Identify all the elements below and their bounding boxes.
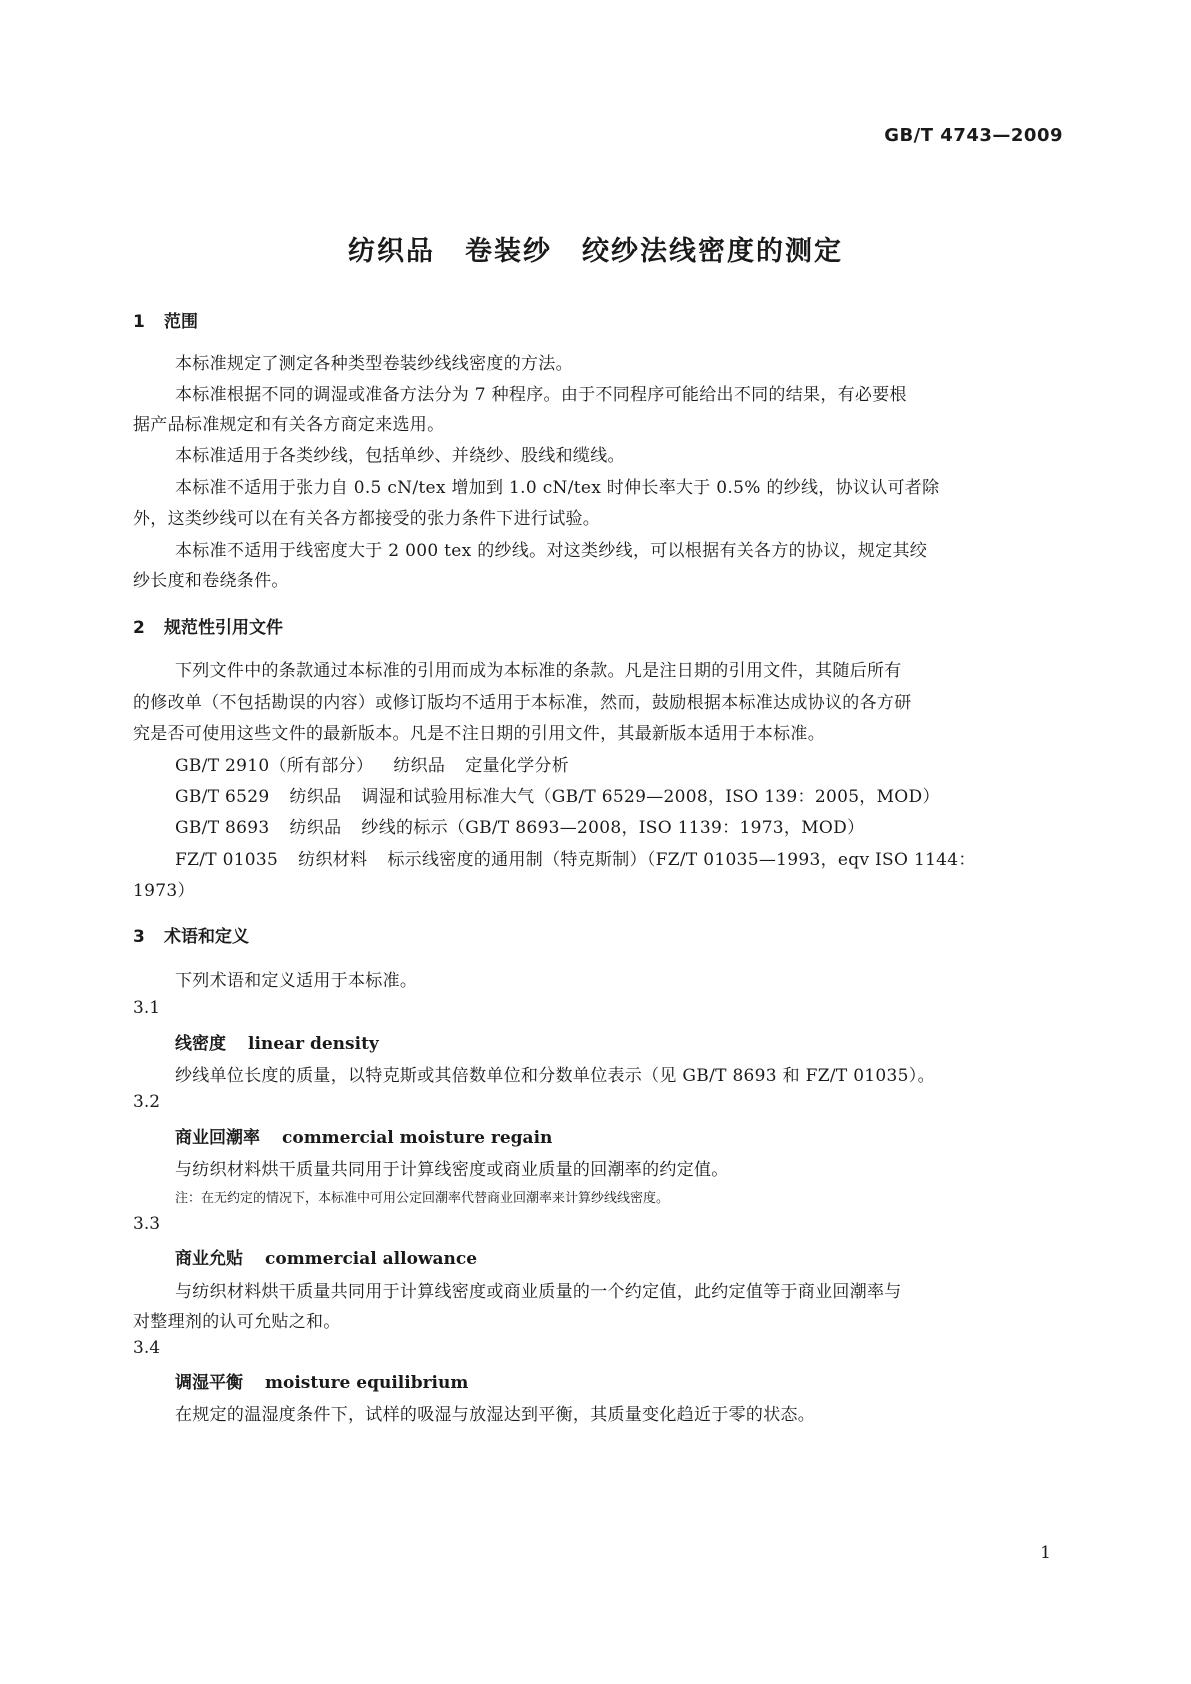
section-title: 术语和定义 bbox=[164, 927, 249, 947]
paragraph-continuation: 外，这类纱线可以在有关各方都接受的张力条件下进行试验。 bbox=[133, 509, 601, 529]
term-heading bbox=[175, 1244, 477, 1269]
term-zh: 调湿平衡 bbox=[175, 1373, 243, 1393]
title-part-3: 绞纱法线密度的测定 bbox=[582, 236, 843, 267]
reference-subtitle: 纱线的标示（GB/T 8693—2008，ISO 1139：1973，MOD） bbox=[361, 818, 865, 838]
term-en: moisture equilibrium bbox=[265, 1373, 469, 1393]
section-title: 范围 bbox=[164, 312, 198, 332]
paragraph-continuation: 纱长度和卷绕条件。 bbox=[133, 571, 289, 591]
reference-title: 纺织材料 bbox=[298, 850, 368, 870]
paragraph: 本标准根据不同的调湿或准备方法分为 7 种程序。由于不同程序可能给出不同的结果，有必要根 bbox=[175, 385, 907, 405]
reference-title: 纺织品 bbox=[393, 756, 446, 776]
term-en: commercial allowance bbox=[265, 1249, 478, 1269]
reference-code: GB/T 6529 bbox=[175, 787, 270, 807]
reference-subtitle: 标示线密度的通用制（特克斯制）（FZ/T 01035—1993，eqv ISO 1144： bbox=[387, 850, 976, 870]
reference-entry bbox=[175, 782, 940, 807]
paragraph-continuation: 据产品标准规定和有关各方商定来选用。 bbox=[133, 415, 445, 435]
paragraph-continuation: 究是否可使用这些文件的最新版本。凡是不注日期的引用文件，其最新版本适用于本标准。 bbox=[133, 724, 825, 744]
term-heading bbox=[175, 1123, 552, 1148]
paragraph: 本标准规定了测定各种类型卷装纱线线密度的方法。 bbox=[175, 354, 573, 374]
standard-code: GB/T 4743—2009 bbox=[884, 125, 1063, 146]
term-definition: 纱线单位长度的质量，以特克斯或其倍数单位和分数单位表示（见 GB/T 8693 和 FZ/T 01035）。 bbox=[175, 1066, 935, 1086]
term-heading bbox=[175, 1368, 468, 1393]
term-definition: 在规定的温湿度条件下，试样的吸湿与放湿达到平衡，其质量变化趋近于零的状态。 bbox=[175, 1405, 816, 1425]
section-2-heading bbox=[133, 613, 283, 638]
reference-code: GB/T 8693 bbox=[175, 818, 270, 838]
term-definition-continuation: 对整理剂的认可允贴之和。 bbox=[133, 1312, 341, 1332]
term-heading bbox=[175, 1029, 379, 1054]
paragraph: 本标准不适用于张力自 0.5 cN/tex 增加到 1.0 cN/tex 时伸长率大于 0.5% 的纱线，协议认可者除 bbox=[175, 478, 940, 498]
paragraph: 本标准适用于各类纱线，包括单纱、并绕纱、股线和缆线。 bbox=[175, 446, 625, 466]
section-title: 规范性引用文件 bbox=[164, 618, 283, 638]
term-zh: 商业允贴 bbox=[175, 1249, 243, 1269]
term-zh: 商业回潮率 bbox=[175, 1128, 260, 1148]
reference-subtitle: 调湿和试验用标准大气（GB/T 6529—2008，ISO 139：2005，MOD） bbox=[361, 787, 940, 807]
term-definition: 与纺织材料烘干质量共同用于计算线密度或商业质量的回潮率的约定值。 bbox=[175, 1160, 729, 1180]
page-number: 1 bbox=[1040, 1543, 1051, 1563]
term-en: linear density bbox=[248, 1034, 379, 1054]
reference-subtitle: 定量化学分析 bbox=[465, 756, 570, 776]
section-1-heading bbox=[133, 307, 198, 332]
reference-code: FZ/T 01035 bbox=[175, 850, 279, 870]
term-number: 3.2 bbox=[133, 1092, 161, 1112]
paragraph: 下列文件中的条款通过本标准的引用而成为本标准的条款。凡是注日期的引用文件，其随后所有 bbox=[175, 661, 902, 681]
term-en: commercial moisture regain bbox=[282, 1128, 553, 1148]
paragraph-continuation: 的修改单（不包括勘误的内容）或修订版均不适用于本标准，然而，鼓励根据本标准达成协议的各方研 bbox=[133, 693, 912, 713]
term-number: 3.3 bbox=[133, 1214, 161, 1234]
section-number: 1 bbox=[133, 312, 145, 332]
section-3-heading bbox=[133, 922, 249, 947]
reference-code: GB/T 2910（所有部分） bbox=[175, 756, 374, 776]
reference-title: 纺织品 bbox=[289, 818, 342, 838]
section-number: 3 bbox=[133, 927, 145, 947]
reference-entry bbox=[175, 845, 976, 870]
title-part-2: 卷装纱 bbox=[465, 236, 552, 267]
term-note: 注：在无约定的情况下，本标准中可用公定回潮率代替商业回潮率来计算纱线线密度。 bbox=[175, 1191, 670, 1206]
term-number: 3.4 bbox=[133, 1338, 161, 1358]
title-part-1: 纺织品 bbox=[348, 236, 435, 267]
section-number: 2 bbox=[133, 618, 145, 638]
term-number: 3.1 bbox=[133, 998, 161, 1018]
document-title bbox=[0, 229, 1191, 268]
reference-entry bbox=[175, 751, 569, 776]
term-definition: 与纺织材料烘干质量共同用于计算线密度或商业质量的一个约定值，此约定值等于商业回潮率与 bbox=[175, 1282, 902, 1302]
reference-continuation: 1973） bbox=[133, 881, 195, 901]
term-zh: 线密度 bbox=[175, 1034, 226, 1054]
paragraph: 下列术语和定义适用于本标准。 bbox=[175, 971, 418, 991]
paragraph: 本标准不适用于线密度大于 2 000 tex 的纱线。对这类纱线，可以根据有关各方的协议，规定其绞 bbox=[175, 541, 928, 561]
reference-entry bbox=[175, 813, 864, 838]
reference-title: 纺织品 bbox=[289, 787, 342, 807]
